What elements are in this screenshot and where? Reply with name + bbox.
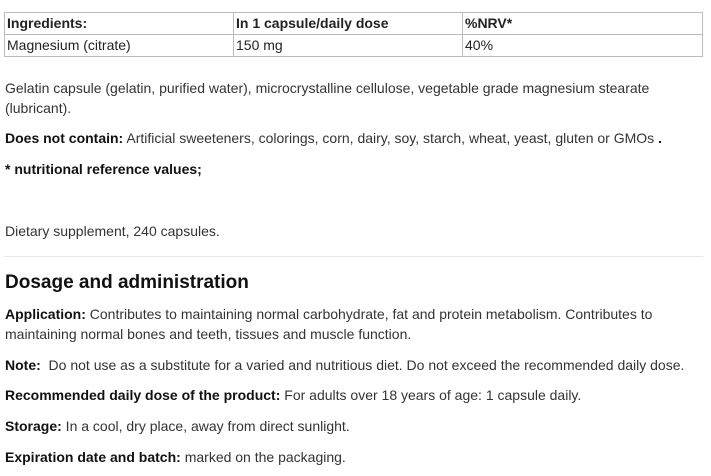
does-not-contain-text: Artificial sweeteners, colorings, corn, dairy, soy, starch, wheat, yeast, gluten or GMOs <box>123 130 655 146</box>
cell-ingredient: Magnesium (citrate) <box>5 35 234 57</box>
composition-text: Gelatin capsule (gelatin, purified water), microcrystalline cellulose, vegetable grade magnesium stearate (lubricant). <box>5 80 650 116</box>
does-not-contain-end: . <box>654 130 662 146</box>
expiration <box>5 447 695 467</box>
table-header-row <box>5 13 703 35</box>
nrv-note-text: * nutritional reference values; <box>5 161 202 177</box>
does-not-contain <box>5 128 695 148</box>
daily-dose <box>5 385 695 405</box>
storage-label: Storage: <box>5 418 62 434</box>
header-nrv: %NRV* <box>463 13 703 35</box>
cell-nrv: 40% <box>463 35 703 57</box>
note-label: Note: <box>5 357 41 373</box>
table-row <box>5 35 703 57</box>
daily-dose-label: Recommended daily dose of the product: <box>5 387 281 403</box>
package-text: Dietary supplement, 240 capsules. <box>5 223 220 239</box>
note <box>5 355 695 375</box>
storage <box>5 416 695 436</box>
nutrition-table <box>4 12 703 57</box>
section-divider <box>4 256 703 257</box>
application-label: Application: <box>5 306 86 322</box>
header-ingredients: Ingredients: <box>5 13 234 35</box>
expiration-text: marked on the packaging. <box>180 449 346 465</box>
does-not-contain-label: Does not contain: <box>5 130 124 146</box>
dosage-heading: Dosage and administration <box>5 272 249 293</box>
application <box>5 304 695 344</box>
expiration-label: Expiration date and batch: <box>5 449 181 465</box>
storage-text: In a cool, dry place, away from direct sunlight. <box>61 418 350 434</box>
header-dose: In 1 capsule/daily dose <box>234 13 463 35</box>
note-text: Do not use as a substitute for a varied and nutritious diet. Do not exceed the recommended daily dose. <box>40 357 685 373</box>
daily-dose-text: For adults over 18 years of age: 1 capsule daily. <box>280 387 582 403</box>
cell-dose: 150 mg <box>234 35 463 57</box>
nrv-note <box>5 159 695 179</box>
application-text: Contributes to maintaining normal carbohydrate, fat and protein metabolism. Contributes to maintaining normal bones and teeth, tissues and muscle function. <box>5 306 653 342</box>
